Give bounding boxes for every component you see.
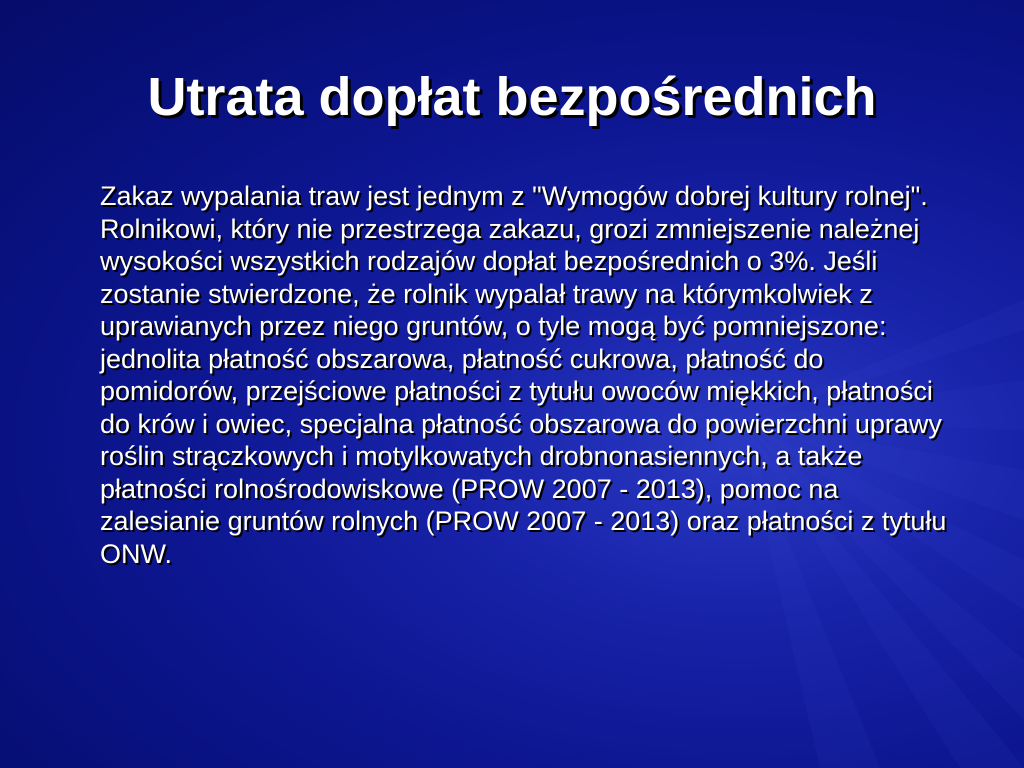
slide-title: Utrata dopłat bezpośrednich bbox=[147, 67, 877, 127]
slide-body-text: Zakaz wypalania traw jest jednym z "Wymogów dobrej kultury rolnej". Rolnikowi, który nie przestrzega zakazu, grozi zmniejszenie należnej wysokości wszystkich rodzajów dopłat bezpośrednich o 3%. Jeśli zostanie stwierdzone, że rolnik wypalał trawy na którymkolwiek z uprawianych przez niego gruntów, o tyle mogą być pomniejszone: jednolita płatność obszarowa, płatność cukrowa, płatność do pomidorów, przejściowe płatności z tytułu owoców miękkich, płatności do krów i owiec, specjalna płatność obszarowa do powierzchni uprawy roślin strączkowych i motylkowatych drobnonasiennych, a także płatności rolnośrodowiskowe (PROW 2007 - 2013), pomoc na zalesianie gruntów rolnych (PROW 2007 - 2013) oraz płatności z tytułu ONW. bbox=[100, 181, 947, 569]
